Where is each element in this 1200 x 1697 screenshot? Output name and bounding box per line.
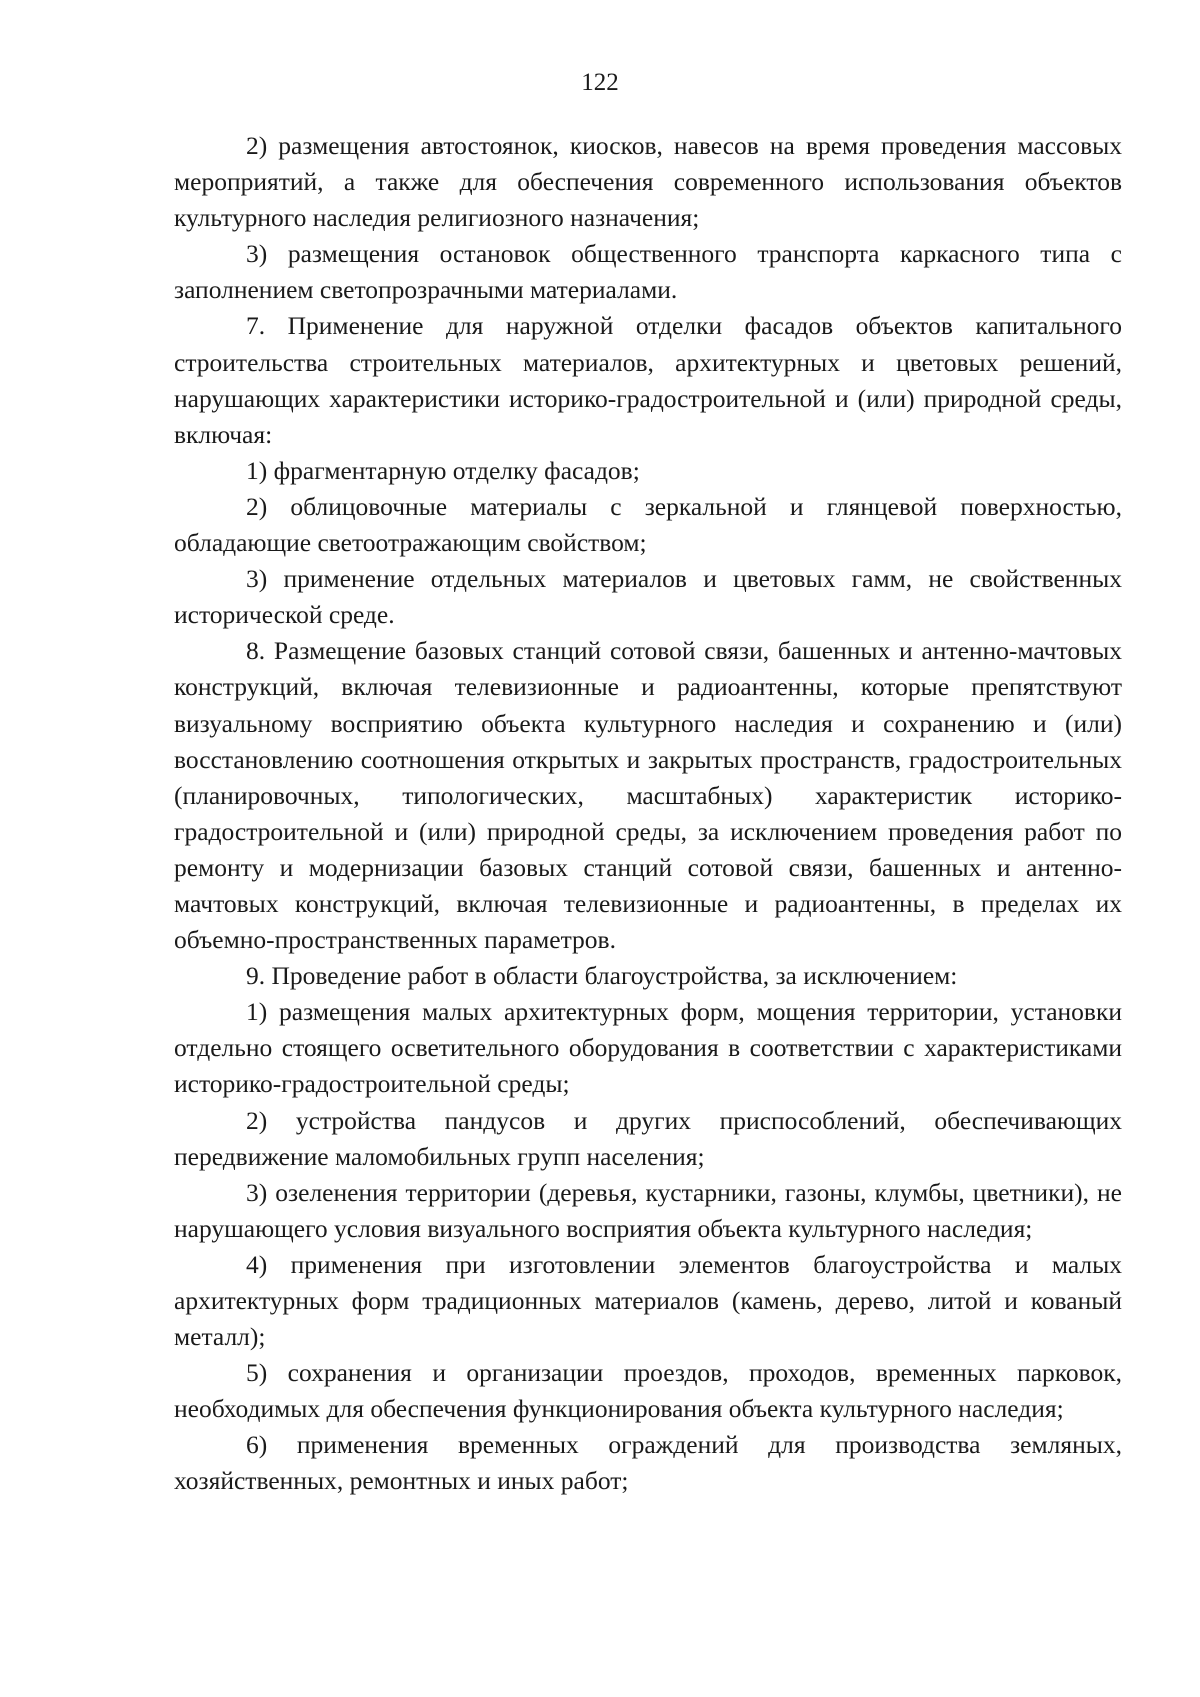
paragraph-section-7: 7. Применение для наружной отделки фасадов объектов капитального строительства строительных материалов, архитектурных и цветовых решений, нарушающих характеристики историко-градостроительной и (или) природной среды, включая: — [174, 311, 1122, 449]
paragraph-item-5-passages: 5) сохранения и организации проездов, проходов, временных парковок, необходимых для обеспечения функционирования объекта культурного наследия; — [174, 1358, 1122, 1424]
paragraph-item-6-temporary-fences: 6) применения временных ограждений для производства земляных, хозяйственных, ремонтных и иных работ; — [174, 1430, 1122, 1496]
document-body — [174, 128, 1122, 1500]
paragraph-item-3-greening: 3) озеленения территории (деревья, кустарники, газоны, клумбы, цветники), не нарушающего условия визуального восприятия объекта культурного наследия; — [174, 1177, 1122, 1243]
paragraph-item-1-small-forms: 1) размещения малых архитектурных форм, мощения территории, установки отдельно стоящего осветительного оборудования в соответствии с характеристиками историко-градостроительной среды; — [174, 997, 1122, 1099]
page-number: 122 — [581, 69, 619, 96]
paragraph-item-2-parking: 2) размещения автостоянок, киосков, навесов на время проведения массовых мероприятий, а также для обеспечения современного использования объектов культурного наследия религиозного назначения; — [174, 131, 1122, 233]
paragraph-item-2-ramps: 2) устройства пандусов и других приспособлений, обеспечивающих передвижение маломобильных групп населения; — [174, 1105, 1122, 1171]
paragraph-section-8: 8. Размещение базовых станций сотовой связи, башенных и антенно-мачтовых конструкций, включая телевизионные и радиоантенны, которые препятствуют визуальному восприятию объекта культурного наследия и сохранению и (или) восстановлению соотношения открытых и закрытых пространств, градостроительных (планировочных, типологических, масштабных) характеристик историко-градостроительной и (или) природной среды, за исключением проведения работ по ремонту и модернизации базовых станций сотовой связи, башенных и антенно-мачтовых конструкций, включая телевизионные и радиоантенны, в пределах их объемно-пространственных параметров. — [174, 636, 1122, 955]
paragraph-item-1-fragmentary-finish: 1) фрагментарную отделку фасадов; — [246, 455, 640, 485]
paragraph-item-3-transport-stops: 3) размещения остановок общественного транспорта каркасного типа с заполнением светопрозрачными материалами. — [174, 239, 1122, 305]
paragraph-item-2-cladding: 2) облицовочные материалы с зеркальной и глянцевой поверхностью, обладающие светоотражающим свойством; — [174, 491, 1122, 558]
paragraph-section-9: 9. Проведение работ в области благоустройства, за исключением: — [246, 961, 958, 991]
paragraph-item-4-traditional-materials: 4) применения при изготовлении элементов благоустройства и малых архитектурных форм традиционных материалов (камень, дерево, литой и кованый металл); — [174, 1249, 1122, 1352]
paragraph-item-3-materials-colors: 3) применение отдельных материалов и цветовых гамм, не свойственных исторической среде. — [174, 564, 1122, 630]
